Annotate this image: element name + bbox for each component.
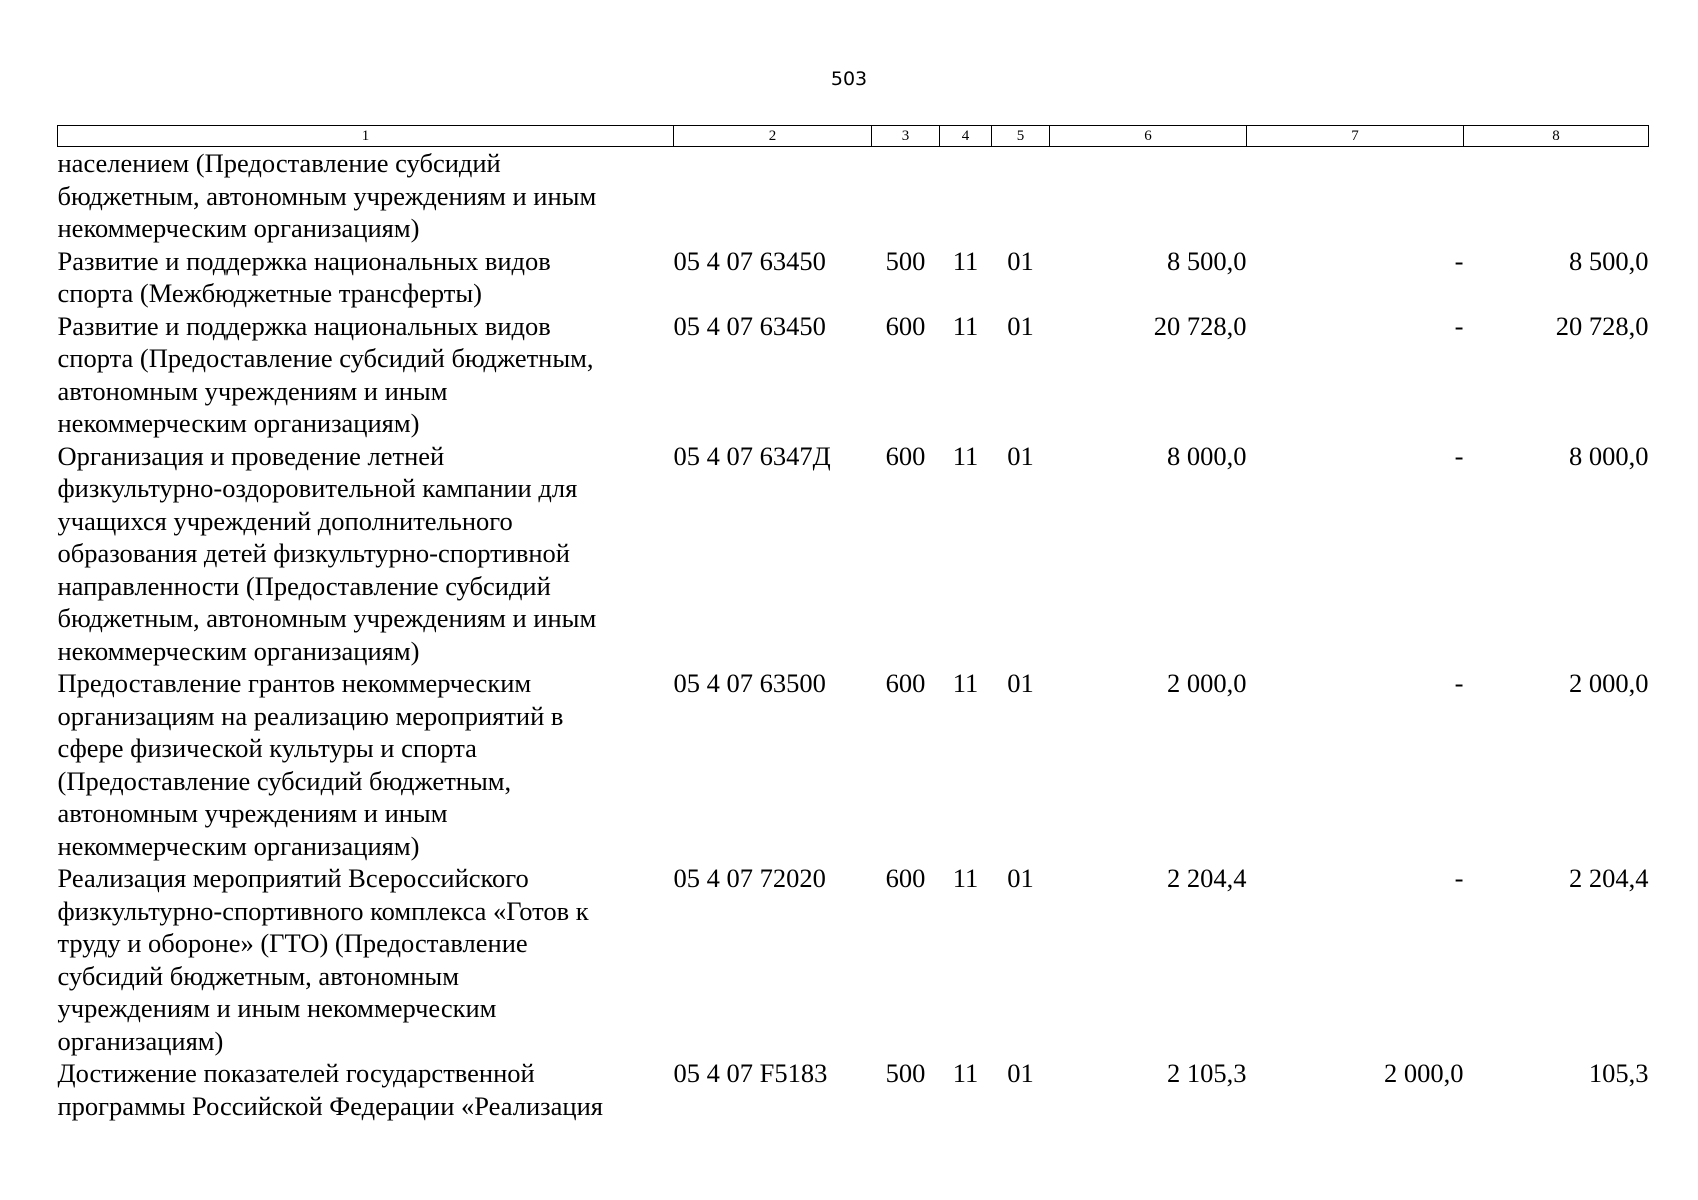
row-cell-rz: 11 (952, 668, 979, 698)
header-col-8: 8 (1464, 126, 1649, 147)
row-cell-col7: - (1454, 310, 1464, 341)
row-name-line: бюджетным, автономным учреждениям и иным (57, 603, 597, 633)
row-cell-rz: 11 (952, 440, 979, 471)
table-row (58, 440, 1649, 668)
row-name-line: спорта (Межбюджетные трансферты) (57, 278, 482, 308)
row-name-line: населением (Предоставление субсидий (57, 148, 501, 178)
header-col-6: 6 (1050, 126, 1247, 147)
row-name-line: Предоставление грантов некоммерческим (57, 668, 532, 698)
row-name-line: автономным учреждениям и иным (57, 375, 448, 406)
row-name-line: (Предоставление субсидий бюджетным, (57, 765, 512, 796)
row-name-cell (58, 310, 674, 440)
table-row (58, 147, 1649, 245)
row-name-cell (58, 245, 674, 310)
row-cell-vr: 500 (885, 1058, 926, 1088)
row-cell-csr: 05 4 07 6347Д (673, 440, 831, 471)
row-cell-pr (992, 147, 1050, 245)
row-name-line: образования детей физкультурно-спортивной (57, 538, 570, 568)
row-cell-col6: 20 728,0 (1153, 310, 1247, 341)
row-cell-pr: 01 (1007, 245, 1034, 276)
row-cell-pr: 01 (1007, 1058, 1034, 1088)
row-name-line: некоммерческим организациям) (57, 830, 420, 861)
row-cell-col6: 8 000,0 (1167, 440, 1247, 471)
row-name-line: труду и обороне» (ГТО) (Предоставление (57, 928, 528, 958)
header-col-3: 3 (872, 126, 940, 147)
row-name-line: Организация и проведение летней (57, 440, 445, 471)
row-cell-col7: - (1454, 440, 1464, 471)
row-cell-csr (674, 147, 872, 245)
row-name-line: некоммерческим организациям) (57, 408, 420, 438)
row-cell-col8: 8 000,0 (1569, 440, 1649, 471)
row-cell-csr: 05 4 07 63500 (673, 668, 826, 698)
row-cell-pr: 01 (1007, 440, 1034, 471)
row-cell-csr: 05 4 07 F5183 (673, 1058, 828, 1088)
row-cell-csr: 05 4 07 63450 (673, 245, 826, 276)
row-name-line: Развитие и поддержка национальных видов (57, 245, 551, 276)
table-row (58, 245, 1649, 310)
header-col-2: 2 (674, 126, 872, 147)
row-cell-col7 (1247, 147, 1464, 245)
row-cell-col8: 105,3 (1588, 1058, 1649, 1088)
table-row (58, 667, 1649, 862)
row-cell-rz (940, 147, 992, 245)
row-cell-col8: 2 000,0 (1569, 668, 1649, 698)
row-cell-pr: 01 (1007, 310, 1034, 341)
row-cell-csr: 05 4 07 63450 (673, 310, 826, 341)
row-cell-rz: 11 (952, 1058, 979, 1088)
table-row (58, 862, 1649, 1057)
row-name-line: субсидий бюджетным, автономным (57, 960, 459, 991)
row-name-line: учреждениям и иным некоммерческим (57, 993, 497, 1023)
table-row (58, 310, 1649, 440)
row-cell-rz: 11 (952, 245, 979, 276)
table-body (58, 147, 1649, 1123)
row-name-line: физкультурно-спортивного комплекса «Готов к (57, 895, 589, 926)
header-col-7: 7 (1247, 126, 1464, 147)
row-name-cell (58, 147, 674, 245)
row-name-line: автономным учреждениям и иным (57, 798, 448, 828)
row-cell-col6: 2 000,0 (1167, 668, 1247, 698)
row-name-line: сфере физической культуры и спорта (57, 733, 477, 763)
row-name-line: организациям на реализацию мероприятий в (57, 700, 564, 731)
row-cell-rz: 11 (952, 310, 979, 341)
row-name-line: Достижение показателей государственной (57, 1058, 535, 1088)
row-cell-col7: - (1454, 668, 1464, 698)
row-cell-col8 (1464, 147, 1649, 245)
header-col-5: 5 (992, 126, 1050, 147)
row-cell-col6: 2 105,3 (1167, 1058, 1247, 1088)
row-name-line: учащихся учреждений дополнительного (57, 505, 513, 536)
budget-table (57, 125, 1649, 1122)
header-col-1: 1 (58, 126, 674, 147)
row-name-line: спорта (Предоставление субсидий бюджетным, (57, 343, 594, 373)
row-cell-col7: 2 000,0 (1384, 1058, 1464, 1088)
row-cell-col7: - (1454, 863, 1464, 893)
row-cell-col7: - (1454, 245, 1464, 276)
row-cell-vr: 600 (885, 310, 926, 341)
row-cell-vr: 600 (885, 863, 926, 893)
table-row (58, 1057, 1649, 1122)
row-name-cell (58, 440, 674, 668)
row-name-line: некоммерческим организациям) (57, 213, 420, 243)
row-name-cell (58, 1057, 674, 1122)
row-name-line: организациям) (57, 1025, 224, 1056)
row-cell-vr: 600 (885, 440, 926, 471)
row-cell-col8: 2 204,4 (1569, 863, 1649, 893)
row-cell-csr: 05 4 07 72020 (673, 863, 826, 893)
row-name-line: Реализация мероприятий Всероссийского (57, 863, 529, 893)
header-row (58, 126, 1649, 147)
row-cell-col6: 8 500,0 (1167, 245, 1247, 276)
row-name-line: физкультурно-оздоровительной кампании для (57, 473, 578, 503)
row-cell-col8: 8 500,0 (1569, 245, 1649, 276)
header-col-4: 4 (940, 126, 992, 147)
row-name-line: направленности (Предоставление субсидий (57, 570, 551, 601)
row-name-cell (58, 862, 674, 1057)
row-cell-col6: 2 204,4 (1167, 863, 1247, 893)
row-cell-rz: 11 (952, 863, 979, 893)
row-cell-vr (872, 147, 940, 245)
row-cell-vr: 600 (885, 668, 926, 698)
row-name-cell (58, 667, 674, 862)
row-name-line: некоммерческим организациям) (57, 635, 420, 666)
row-cell-pr: 01 (1007, 863, 1034, 893)
row-cell-col8: 20 728,0 (1555, 310, 1649, 341)
row-cell-vr: 500 (885, 245, 926, 276)
row-cell-pr: 01 (1007, 668, 1034, 698)
row-cell-col6 (1050, 147, 1247, 245)
page-number: 503 (830, 68, 868, 90)
row-name-line: бюджетным, автономным учреждениям и иным (57, 180, 597, 211)
row-name-line: программы Российской Федерации «Реализация (57, 1090, 603, 1121)
row-name-line: Развитие и поддержка национальных видов (57, 310, 551, 341)
